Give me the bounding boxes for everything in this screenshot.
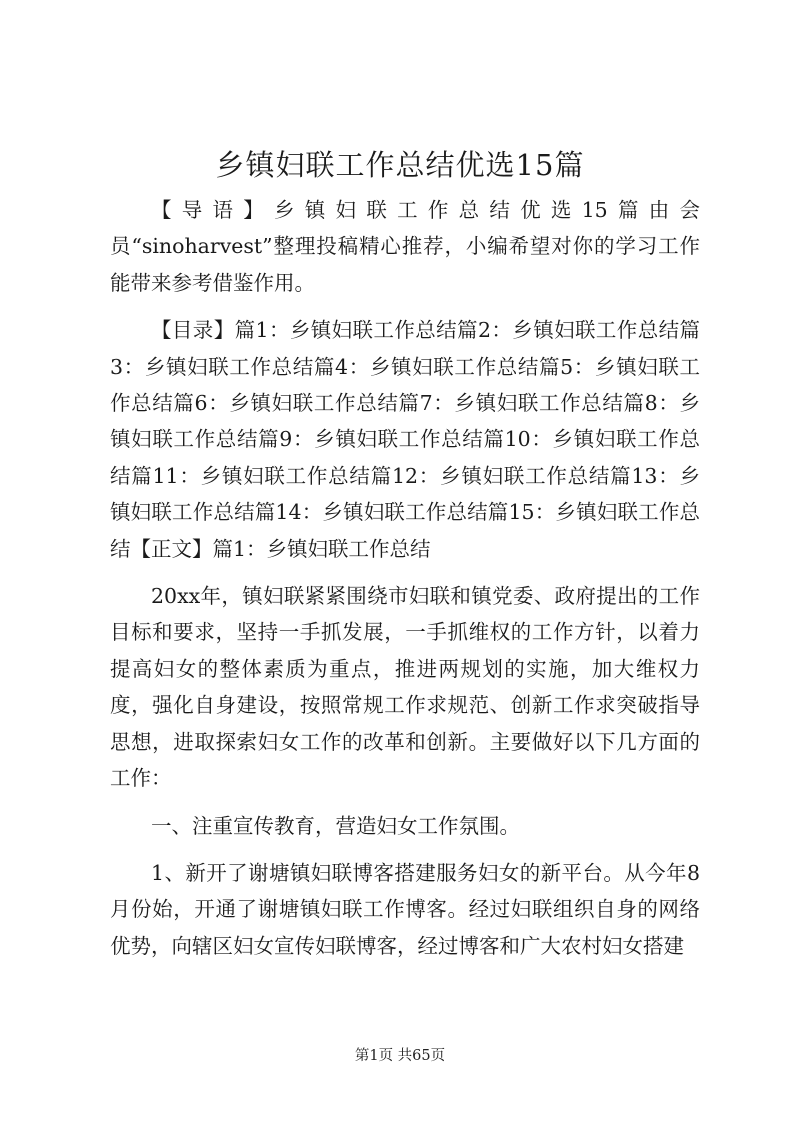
toc-paragraph: 【目录】篇1：乡镇妇联工作总结篇2：乡镇妇联工作总结篇3：乡镇妇联工作总结篇4：乡镇妇联工作总结篇5：乡镇妇联工作总结篇6：乡镇妇联工作总结篇7：乡镇妇联工作总结篇8：乡镇妇联工作总结篇9：乡镇妇联工作总结篇10：乡镇妇联工作总结篇11：乡镇妇联工作总结篇12：乡镇妇联工作总结篇13：乡镇妇联工作总结篇14：乡镇妇联工作总结篇15：乡镇妇联工作总结【正文】篇1：乡镇妇联工作总结 (110, 318, 700, 561)
section-heading: 一、注重宣传教育，营造妇女工作氛围。 (151, 813, 520, 838)
intro-paragraph: 【导语】乡镇妇联工作总结优选15篇由会员“sinoharvest”整理投稿精心推荐，小编希望对你的学习工作能带来参考借鉴作用。 (110, 198, 700, 295)
page-number-footer: 第1页 共65页 (354, 1048, 446, 1064)
body-paragraph: 1、新开了谢塘镇妇联博客搭建服务妇女的新平台。从今年8月份始，开通了谢塘镇妇联工作博客。经过妇联组织自身的网络优势，向辖区妇女宣传妇联博客，经过博客和广大农村妇女搭建 (110, 860, 700, 958)
document-body (110, 192, 700, 975)
body-paragraph: 20xx年，镇妇联紧紧围绕市妇联和镇党委、政府提出的工作目标和要求，坚持一手抓发展，一手抓维权的工作方针，以着力提高妇女的整体素质为重点，推进两规划的实施，加大维权力度，强化自身建设，按照常规工作求规范、创新工作求突破指导思想，进取探索妇女工作的改革和创新。主要做好以下几方面的工作： (110, 584, 700, 791)
document-title: 乡镇妇联工作总结优选15篇 (215, 148, 585, 182)
